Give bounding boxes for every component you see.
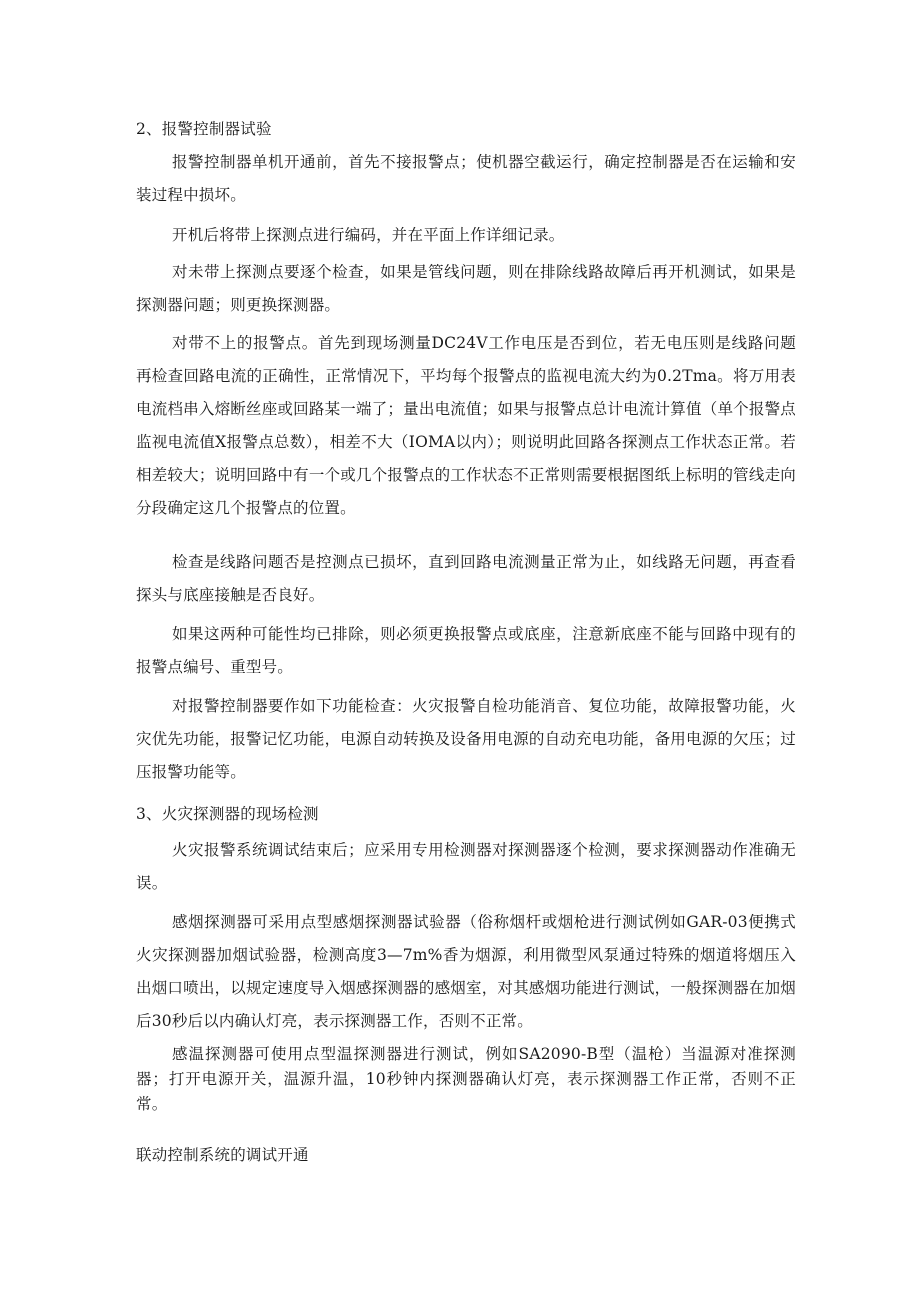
paragraph: 对带不上的报警点。首先到现场测量DC24V工作电压是否到位，若无电压则是线路问题 再检查回路电流的正确性，正常情况下，平均每个报警点的监视电流大约为0.2Tma。将万用表电流档串入熔断丝座或回路某一端了；量出电流值；如果与报警点总计电流计算值（单个报警点监视电流值X报警点总数），相差不大（IOMA以内）；则说明此回路各探测点工作状态正常。若相差较大；说明回路中有一个或几个报警点的工作状态不正常则需要根据图纸上标明的管线走向分段确定这几个报警点的位置。 [136,334,796,517]
section-heading-detector-field-test: 3、火灾探测器的现场检测 [136,805,319,823]
paragraph: 报警控制器单机开通前，首先不接报警点；使机器空截运行，确定控制器是否在运输和安装过程中损坏。 [136,153,796,204]
paragraph: 开机后将带上探测点进行编码，并在平面上作详细记录。 [172,226,565,244]
paragraph: 如果这两种可能性均已排除，则必须更换报警点或底座，注意新底座不能与回路中现有的报警点编号、重型号。 [136,625,796,676]
paragraph: 对未带上探测点要逐个检查，如果是管线问题，则在排除线路故障后再开机测试，如果是探测器问题；则更换探测器。 [136,263,796,314]
paragraph: 感温探测器可使用点型温探测器进行测试，例如SA2090-B型（温枪）当温源对准探测器；打开电源开关，温源升温，10秒钟内探测器确认灯亮，表示探测器工作正常，否则不正常。 [136,1045,796,1113]
paragraph: 对报警控制器要作如下功能检查：火灾报警自检功能消音、复位功能，故障报警功能，火灾优先功能，报警记忆功能，电源自动转换及设备用电源的自动充电功能，备用电源的欠压；过压报警功能等。 [136,697,796,781]
section-heading-linkage-control: 联动控制系统的调试开通 [136,1146,309,1164]
section-heading-alarm-controller-test: 2、报警控制器试验 [136,120,272,138]
paragraph: 检查是线路问题否是控测点已损坏，直到回路电流测量正常为止，如线路无问题，再查看探头与底座接触是否良好。 [136,553,796,604]
paragraph: 感烟探测器可采用点型感烟探测器试验器（俗称烟杆或烟枪进行测试例如GAR-03便携式火灾探测器加烟试验器，检测高度3—7m%香为烟源，利用微型风泵通过特殊的烟道将烟压入出烟口喷出，以规定速度导入烟感探测器的感烟室，对其感烟功能进行测试，一般探测器在加烟后30秒后以内确认灯亮，表示探测器工作，否则不正常。 [136,913,796,1030]
paragraph: 火灾报警系统调试结束后；应采用专用检测器对探测器逐个检测，要求探测器动作准确无误。 [136,841,796,892]
